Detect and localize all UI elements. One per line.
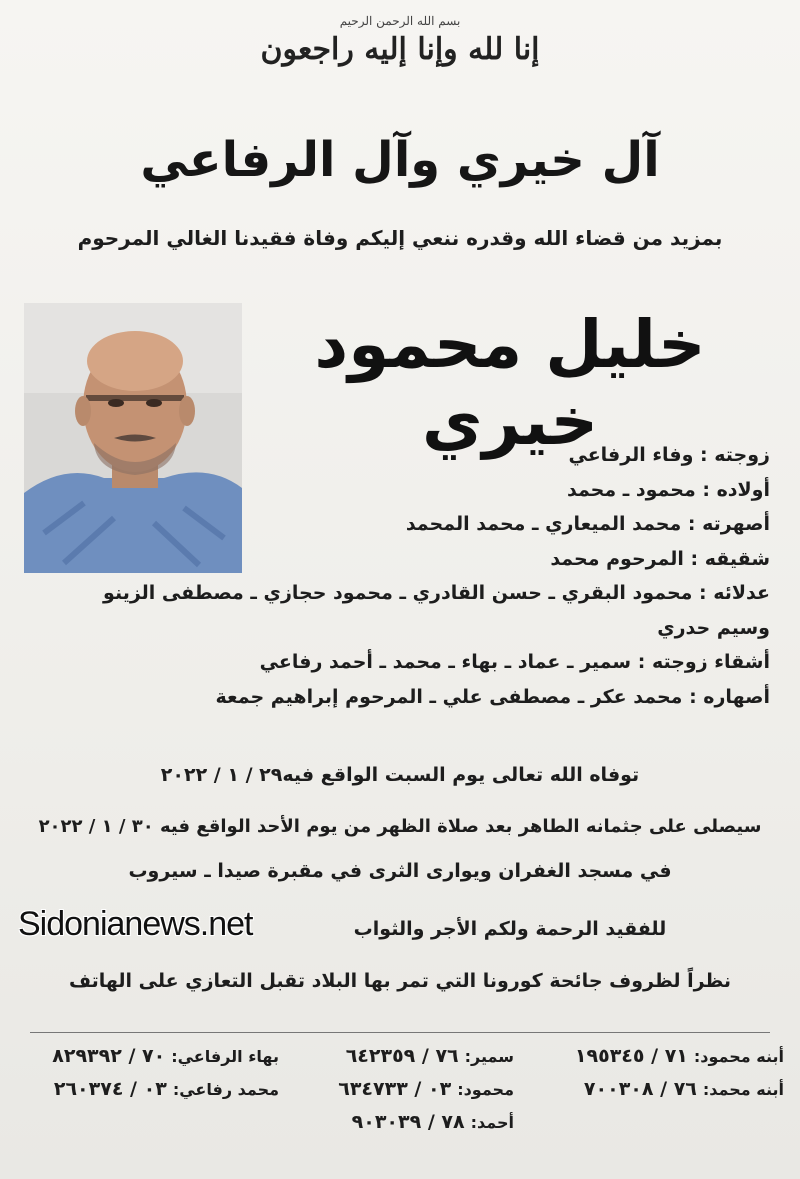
contacts-column [289,1040,514,1139]
contact-name: سمير: [464,1047,514,1066]
contact-phone: ٧٦ / ٦٤٢٣٥٩ [345,1045,459,1067]
detail-label: عدلائه [713,582,770,604]
detail-label: أصهرته [702,513,770,535]
contact-entry [289,1040,514,1073]
detail-row-continued [50,611,770,646]
contact-phone: ٠٣ / ٦٣٤٧٣٣ [338,1078,452,1100]
contacts-column [534,1040,784,1106]
contact-entry [534,1073,784,1106]
detail-value: محمود البقري ـ حسن القادري ـ محمود حجازي ـ مصطفى الزينو [103,582,693,604]
detail-label: أشقاء زوجته [651,651,770,673]
contact-name: أحمد: [470,1113,514,1132]
detail-value: محمد عكر ـ مصطفى علي ـ المرحوم إبراهيم جمعة [215,685,683,708]
contact-entry [29,1073,279,1106]
detail-value: سمير ـ عماد ـ بهاء ـ محمد ـ أحمد رفاعي [259,651,632,673]
contact-entry [289,1073,514,1106]
detail-row: زوجته : وفاء الرفاعي [568,444,770,466]
quran-verse: إنا لله وإنا إليه راجعون [260,32,540,67]
contact-phone: ٧٠ / ٨٢٩٣٩٢ [52,1045,166,1067]
detail-value: المرحوم محمد [550,547,684,570]
contact-entry [289,1106,514,1139]
detail-label: أولاده [716,478,770,501]
contact-name: محمود: [457,1080,514,1099]
burial-announcement: في مسجد الغفران ويوارى الثرى في مقبرة صيدا ـ سيروب [128,860,672,882]
detail-row: شقيقه : المرحوم محمد [550,547,770,570]
family-details [50,438,770,714]
contact-phone: ٧٦ / ٧٠٠٣٠٨ [583,1078,697,1100]
condolence-text: للفقيد الرحمة ولكم الأجر والثواب [353,918,667,940]
intro-text: بمزيد من قضاء الله وقدره ننعي إليكم وفاة فقيدنا الغالي المرحوم [77,226,723,250]
death-announcement: توفاه الله تعالى يوم السبت الواقع فيه٢٩ / ١ / ٢٠٢٢ [160,764,640,786]
detail-row: أصهرته : محمد الميعاري ـ محمد المحمد [405,513,770,535]
contact-entry [534,1040,784,1073]
contact-name: أبنه محمد: [702,1080,784,1099]
contacts-column [29,1040,279,1106]
contact-name: بهاء الرفاعي: [171,1047,279,1066]
contact-phone: ٠٣ / ٢٦٠٣٧٤ [53,1078,167,1100]
bismillah: بسم الله الرحمن الرحيم [339,14,461,28]
detail-row: أصهاره : محمد عكر ـ مصطفى علي ـ المرحوم إبراهيم جمعة [215,685,770,708]
divider [30,1032,770,1033]
contact-phone: ٧٨ / ٩٠٣٠٣٩ [351,1111,465,1133]
contact-name: محمد رفاعي: [172,1080,279,1099]
contacts [24,1040,784,1165]
site-watermark: Sidonianews.net [18,905,253,943]
families-title: آل خيري وآل الرفاعي [140,132,660,188]
detail-row: عدلائه : محمود البقري ـ حسن القادري ـ محمود حجازي ـ مصطفى الزينو [103,582,770,604]
detail-row: أشقاء زوجته : سمير ـ عماد ـ بهاء ـ محمد ـ أحمد رفاعي [259,651,770,673]
detail-value: محمود ـ محمد [566,478,696,501]
contact-phone: ٧١ / ١٩٥٣٤٥ [574,1045,688,1067]
contact-entry [29,1040,279,1073]
contact-name: أبنه محمود: [693,1047,784,1066]
detail-label: أصهاره [703,685,770,708]
detail-label: زوجته [714,444,770,466]
detail-value: وفاء الرفاعي [568,444,694,466]
detail-label: شقيقه [704,547,770,570]
deceased-name: خليل محمود خيري [314,306,706,460]
detail-row: أولاده : محمود ـ محمد [566,478,770,501]
detail-value: محمد الميعاري ـ محمد المحمد [405,513,682,535]
corona-notice: نظراً لظروف جائحة كورونا التي تمر بها البلاد تقبل التعازي على الهاتف [68,970,732,992]
prayer-announcement: سيصلى على جثمانه الطاهر بعد صلاة الظهر من يوم الأحد الواقع فيه ٣٠ / ١ / ٢٠٢٢ [38,816,762,837]
detail-value: وسيم حدري [657,616,770,639]
